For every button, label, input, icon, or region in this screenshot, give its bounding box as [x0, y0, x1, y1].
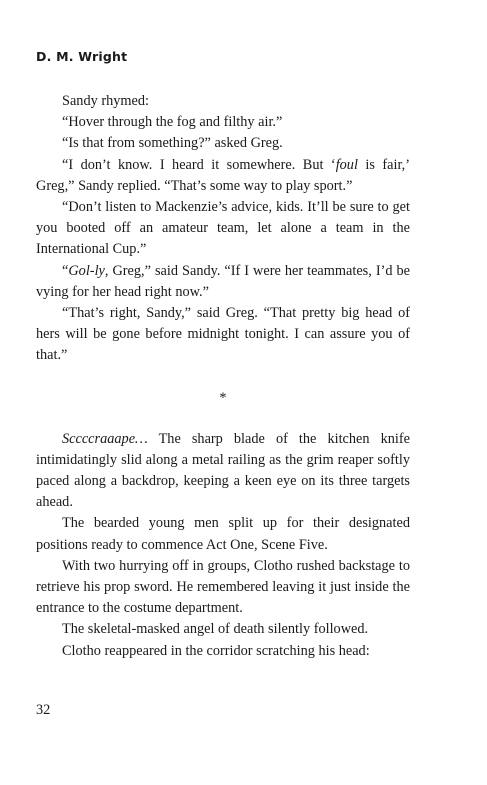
- running-header-author: D. M. Wright: [36, 49, 128, 64]
- page-number: 32: [36, 702, 51, 718]
- text-run: , Greg,” said Sandy. “If I were her teammates, I’d be vying for her head right now.”: [36, 262, 410, 300]
- paragraph: [36, 556, 410, 620]
- text-run: “Don’t listen to Mackenzie’s advice, kids. It’ll be sure to get you booted off an amateur team, let alone a team in the International Cup.”: [36, 199, 410, 258]
- paragraph: [36, 155, 410, 197]
- text-run: “Hover through the fog and filthy air.”: [62, 114, 283, 131]
- text-run: The skeletal-masked angel of death silently followed.: [62, 621, 369, 638]
- scene-break-asterisk: *: [219, 389, 227, 406]
- text-run: “I don’t know. I heard it somewhere. But ‘: [62, 156, 336, 173]
- paragraph: [36, 91, 410, 112]
- body-text: [36, 91, 410, 662]
- paragraph: [36, 429, 410, 514]
- text-run: Sandy rhymed:: [62, 93, 149, 109]
- text-run: The sharp blade of the kitchen knife intimidatingly slid along a metal railing as the grim reaper softly paced along a backdrop, keeping a keen eye on its three targets ahead.: [36, 430, 410, 511]
- text-run: “: [62, 262, 69, 279]
- text-run: With two hurrying off in groups, Clotho rushed backstage to retrieve his prop sword. He remembered leaving it just inside the entrance to the costume department.: [36, 557, 410, 617]
- paragraph: [36, 197, 410, 261]
- text-run: The bearded young men split up for their designated positions ready to commence Act One, Scene Five.: [36, 515, 410, 553]
- paragraph: [36, 619, 410, 640]
- paragraph: [36, 133, 410, 154]
- italic-text: Gol-ly: [68, 262, 105, 279]
- paragraph: [36, 261, 410, 303]
- paragraph: [36, 513, 410, 555]
- paragraph: [36, 303, 410, 367]
- text-run: “That’s right, Sandy,” said Greg. “That pretty big head of hers will be gone before midnight tonight. I can assure you of that.”: [36, 305, 410, 364]
- italic-text: foul: [335, 156, 358, 173]
- text-run: is fair,’ Greg,” Sandy replied. “That’s some way to play sport.”: [36, 156, 410, 194]
- paragraph: [36, 641, 410, 662]
- text-run: Clotho reappeared in the corridor scratching his head:: [62, 642, 370, 659]
- text-run: “Is that from something?” asked Greg.: [62, 135, 283, 152]
- italic-text: Sccccraaape…: [62, 430, 148, 447]
- paragraph: [36, 112, 410, 133]
